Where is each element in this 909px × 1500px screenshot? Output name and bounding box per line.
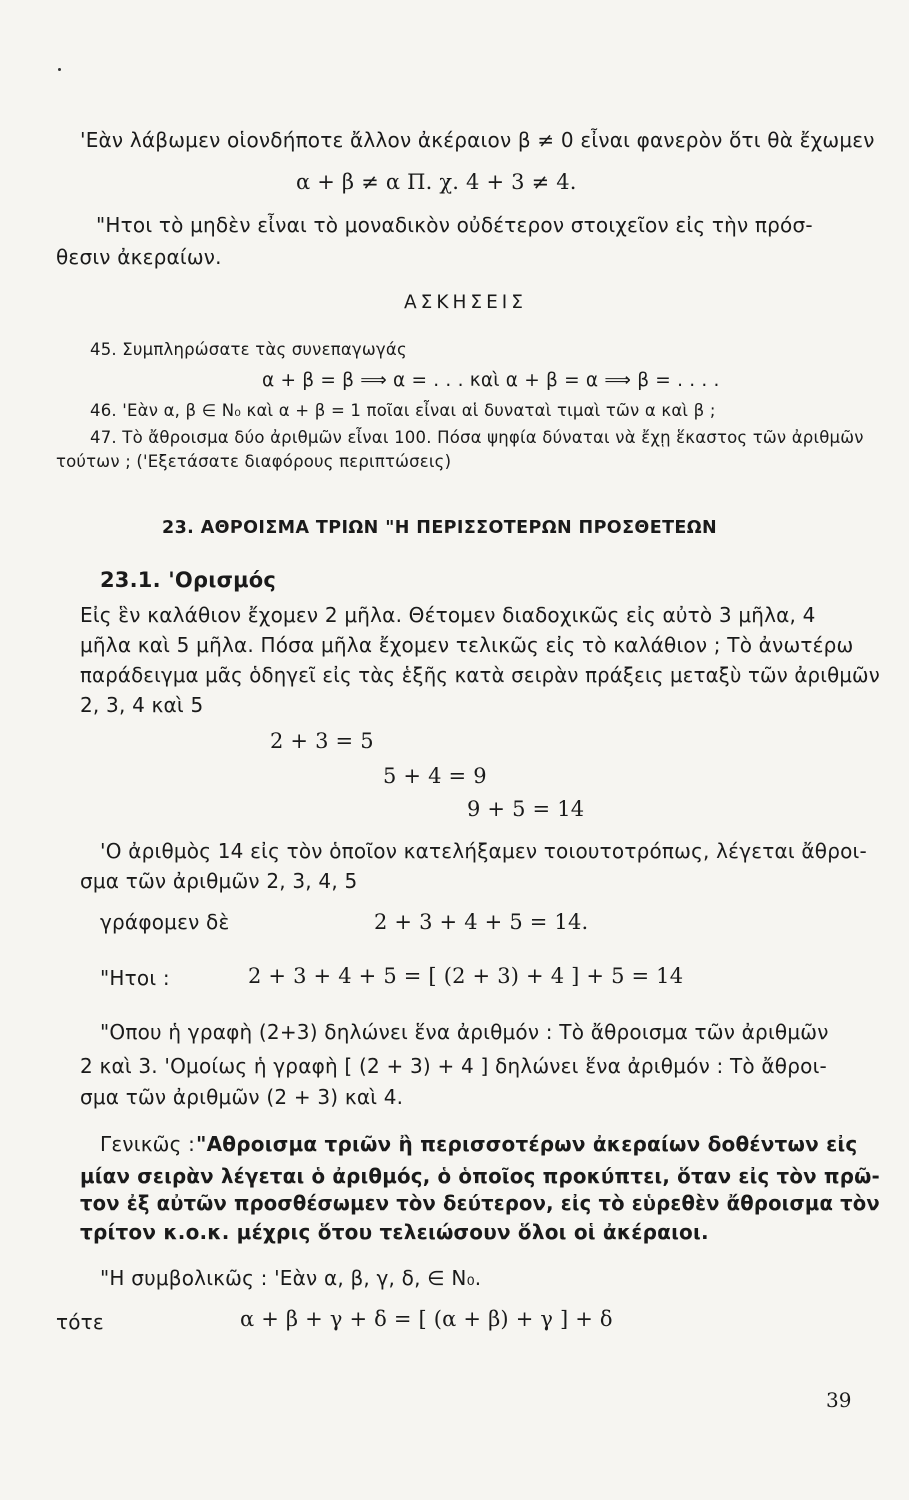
definition-line: "Αθροισμα τριῶν ἢ περισσοτέρων ἀκεραίων δοθέντων εἰς [196,1132,858,1156]
definition-line: τρίτον κ.ο.κ. μέχρις ὅτου τελειώσουν ὅλοι οἱ ἀκέραιοι. [80,1220,709,1244]
text-line: "Η συμβολικῶς : 'Εὰν α, β, γ, δ, ∈ N₀. [100,1266,482,1290]
text-line: σμα τῶν ἀριθμῶν 2, 3, 4, 5 [80,869,358,893]
exercise-46: 46. 'Εὰν α, β ∈ N₀ καὶ α + β = 1 ποῖαι εἶναι αἱ δυναταὶ τιμαὶ τῶν α καὶ β ; [90,401,716,420]
definition-line: μίαν σειρὰν λέγεται ὁ ἀριθμός, ὁ ὁποῖος προκύπτει, ὅταν εἰς τὸν πρῶ- [80,1164,880,1188]
exercise-45: 45. Συμπληρώσατε τὰς συνεπαγωγάς [90,340,407,359]
page-number: 39 [826,1388,852,1412]
section-heading: 23. ΑΘΡΟΙΣΜΑ ΤΡΙΩΝ "Η ΠΕΡΙΣΣΟΤΕΡΩΝ ΠΡΟΣΘΕΤΕΩΝ [162,518,718,538]
exercise-45-formula: α + β = β ⟹ α = . . . καὶ α + β = α ⟹ β = . . . . [262,370,720,391]
text-line: θεσιν ἀκεραίων. [56,245,222,269]
symbolic-formula: α + β + γ + δ = [ (α + β) + γ ] + δ [240,1307,613,1331]
sum-result: 2 + 3 + 4 + 5 = 14. [374,910,589,934]
subsection-heading: 23.1. 'Ορισμός [100,568,277,592]
text-line: 'Εὰν λάβωμεν οἱονδήποτε ἄλλον ἀκέραιον β ≠ 0 εἶναι φανερὸν ὅτι θὰ ἔχωμεν [80,128,875,152]
text-line: "Ητοι τὸ μηδὲν εἶναι τὸ μοναδικὸν οὐδέτερον στοιχεῖον εἰς τὴν πρόσ- [96,213,813,237]
ink-dot [58,68,61,71]
text-line: "Ητοι : [100,966,170,990]
text-line: τότε [56,1310,104,1334]
definition-line: τον ἐξ αὐτῶν προσθέσωμεν τὸν δεύτερον, εἰς τὸ εὑρεθὲν ἄθροισμα τὸν [80,1191,880,1215]
sum-step-3: 9 + 5 = 14 [467,797,585,821]
text-line: γράφομεν δὲ [100,910,230,934]
exercises-heading: ΑΣΚΗΣΕΙΣ [404,292,527,313]
sum-step-2: 5 + 4 = 9 [383,764,487,788]
text-line: παράδειγμα μᾶς ὁδηγεῖ εἰς τὰς ἑξῆς κατὰ σειρὰν πράξεις μεταξὺ τῶν ἀριθμῶν [80,663,880,687]
text-line: "Οπου ἡ γραφὴ (2+3) δηλώνει ἕνα ἀριθμόν : Τὸ ἄθροισμα τῶν ἀριθμῶν [100,1020,829,1044]
text-line: Εἰς ἓν καλάθιον ἔχομεν 2 μῆλα. Θέτομεν διαδοχικῶς εἰς αὐτὸ 3 μῆλα, 4 [80,603,816,627]
text-line: 2 καὶ 3. 'Ομοίως ἡ γραφὴ [ (2 + 3) + 4 ] δηλώνει ἕνα ἀριθμόν : Τὸ ἄθροι- [80,1054,827,1078]
exercise-47: 47. Τὸ ἄθροισμα δύο ἀριθμῶν εἶναι 100. Πόσα ψηφία δύναται νὰ ἔχῃ ἕκαστος τῶν ἀριθμῶν [90,428,864,447]
text-line: 'Ο ἀριθμὸς 14 εἰς τὸν ὁποῖον κατελήξαμεν τοιουτοτρόπως, λέγεται ἄθροι- [100,839,867,863]
text-line: 2, 3, 4 καὶ 5 [80,693,204,717]
sum-step-1: 2 + 3 = 5 [270,729,374,753]
text-line: μῆλα καὶ 5 μῆλα. Πόσα μῆλα ἔχομεν τελικῶς εἰς τὸ καλάθιον ; Τὸ ἀνωτέρω [80,633,854,657]
text-line: σμα τῶν ἀριθμῶν (2 + 3) καὶ 4. [80,1085,404,1109]
formula-line: α + β ≠ α Π. χ. 4 + 3 ≠ 4. [296,170,577,194]
text-line: Γενικῶς : [100,1132,196,1156]
exercise-47-cont: τούτων ; ('Εξετάσατε διαφόρους περιπτώσεις) [56,452,452,471]
sum-bracketed: 2 + 3 + 4 + 5 = [ (2 + 3) + 4 ] + 5 = 14 [248,964,684,988]
